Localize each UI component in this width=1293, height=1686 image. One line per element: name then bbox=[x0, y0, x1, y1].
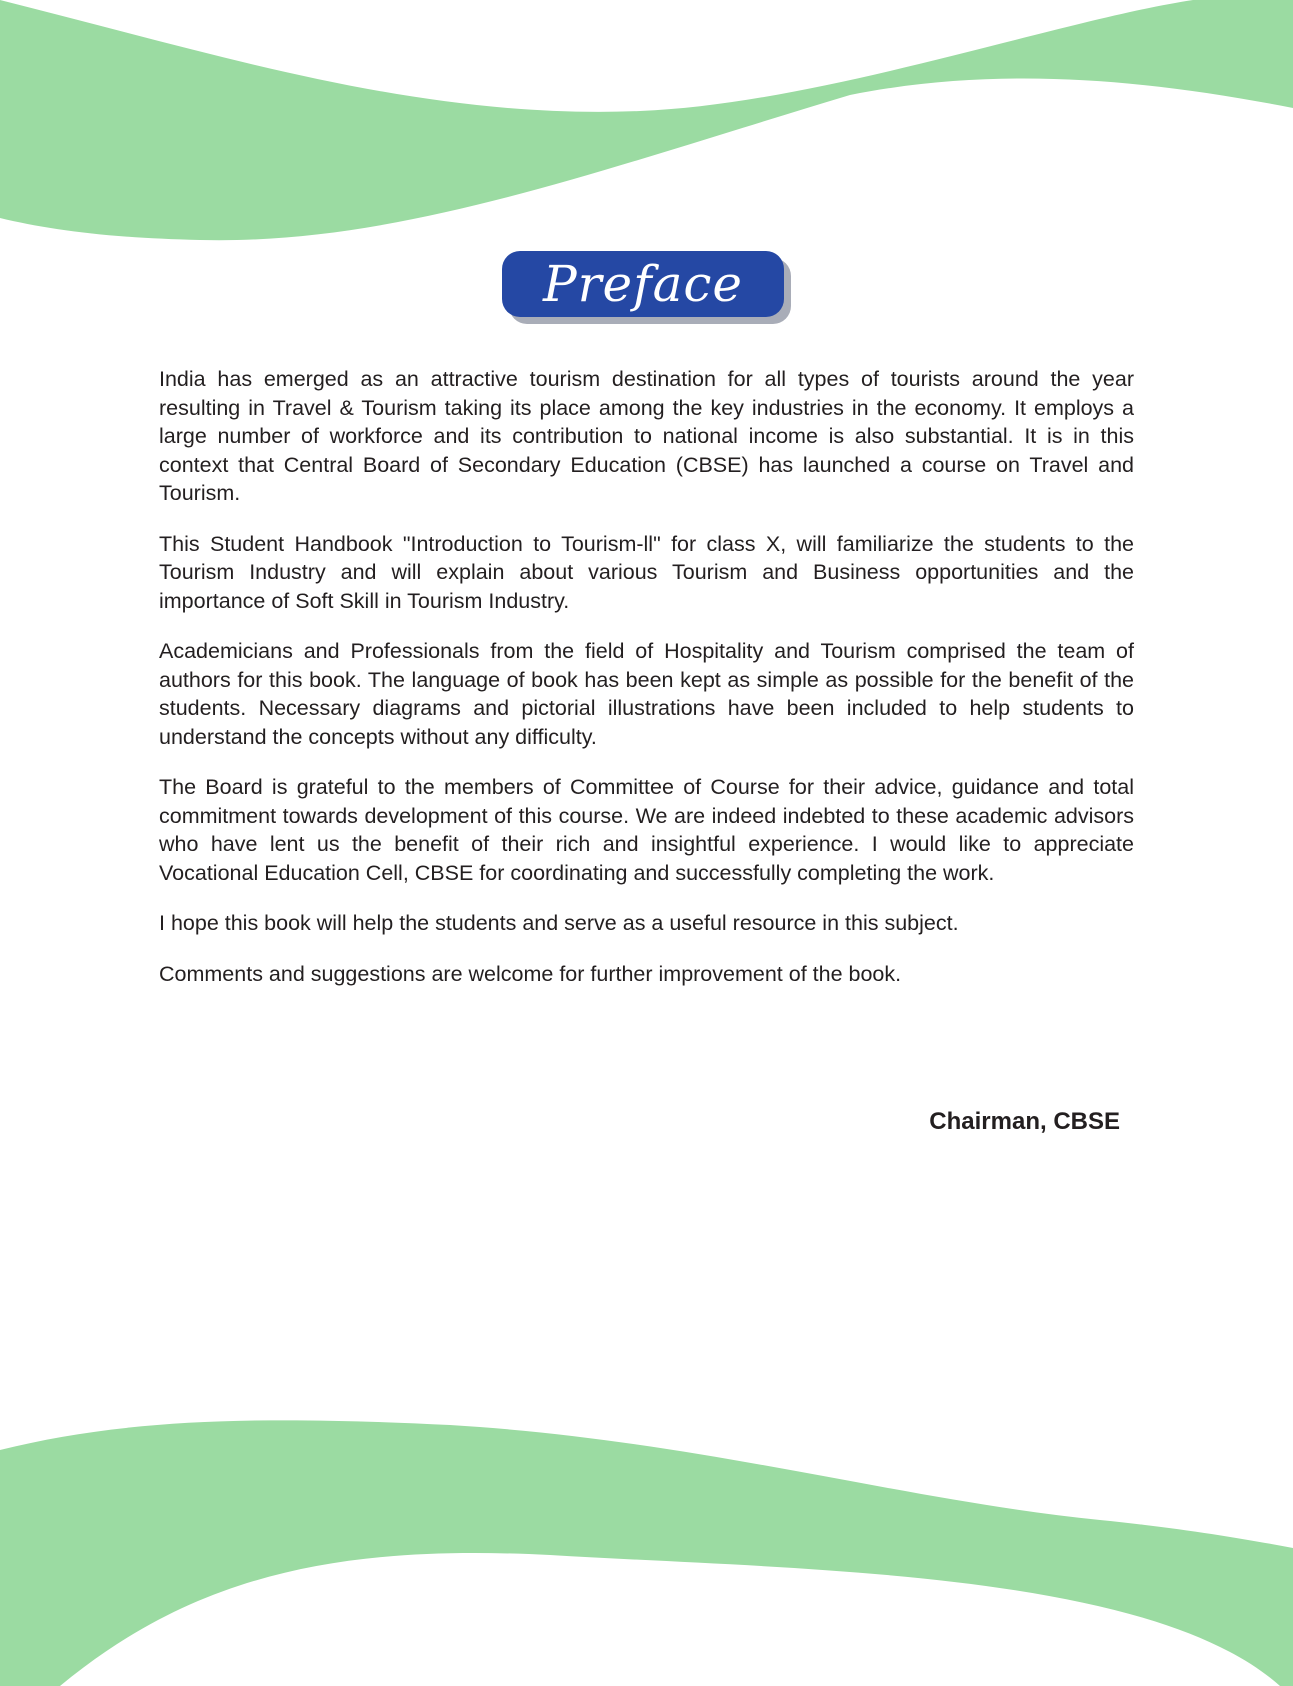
paragraph-4: The Board is grateful to the members of Committee of Course for their advice, guidance and total commitment towards development of this course. We are indeed indebted to these academic advisors who have lent us the benefit of their rich and insightful experience. I would like to appreciate Vocational Education Cell, CBSE for coordinating and successfully completing the work. bbox=[159, 775, 1134, 885]
preface-title-badge bbox=[502, 251, 788, 323]
signature: Chairman, CBSE bbox=[929, 1108, 1120, 1135]
preface-body bbox=[159, 365, 1134, 1010]
paragraph-1: India has emerged as an attractive tourism destination for all types of tourists around the year resulting in Travel & Tourism taking its place among the key industries in the economy. It employs a large number of workforce and its contribution to national income is also substantial. It is in this context that Central Board of Secondary Education (CBSE) has launched a course on Travel and Tourism. bbox=[159, 367, 1134, 505]
paragraph-6: Comments and suggestions are welcome for further improvement of the book. bbox=[159, 961, 902, 986]
paragraph-5: I hope this book will help the students and serve as a useful resource in this subject. bbox=[159, 911, 959, 935]
bottom-wave-decoration bbox=[0, 1420, 1293, 1686]
title-badge bbox=[502, 251, 784, 317]
top-wave-shape bbox=[0, 0, 1293, 240]
top-wave-decoration bbox=[0, 0, 1293, 250]
bottom-wave-shape bbox=[0, 1420, 1293, 1686]
paragraph-2: This Student Handbook "Introduction to Tourism-ll" for class X, will familiarize the students to the Tourism Industry and will explain about various Tourism and Business opportunities and the importance of Soft Skill in Tourism Industry. bbox=[159, 531, 1134, 613]
paragraph-3: Academicians and Professionals from the field of Hospitality and Tourism comprised the team of authors for this book. The language of book has been kept as simple as possible for the benefit of the students. Necessary diagrams and pictorial illustrations have been included to help students to understand the concepts without any difficulty. bbox=[159, 639, 1134, 749]
page-title: Preface bbox=[542, 255, 744, 313]
